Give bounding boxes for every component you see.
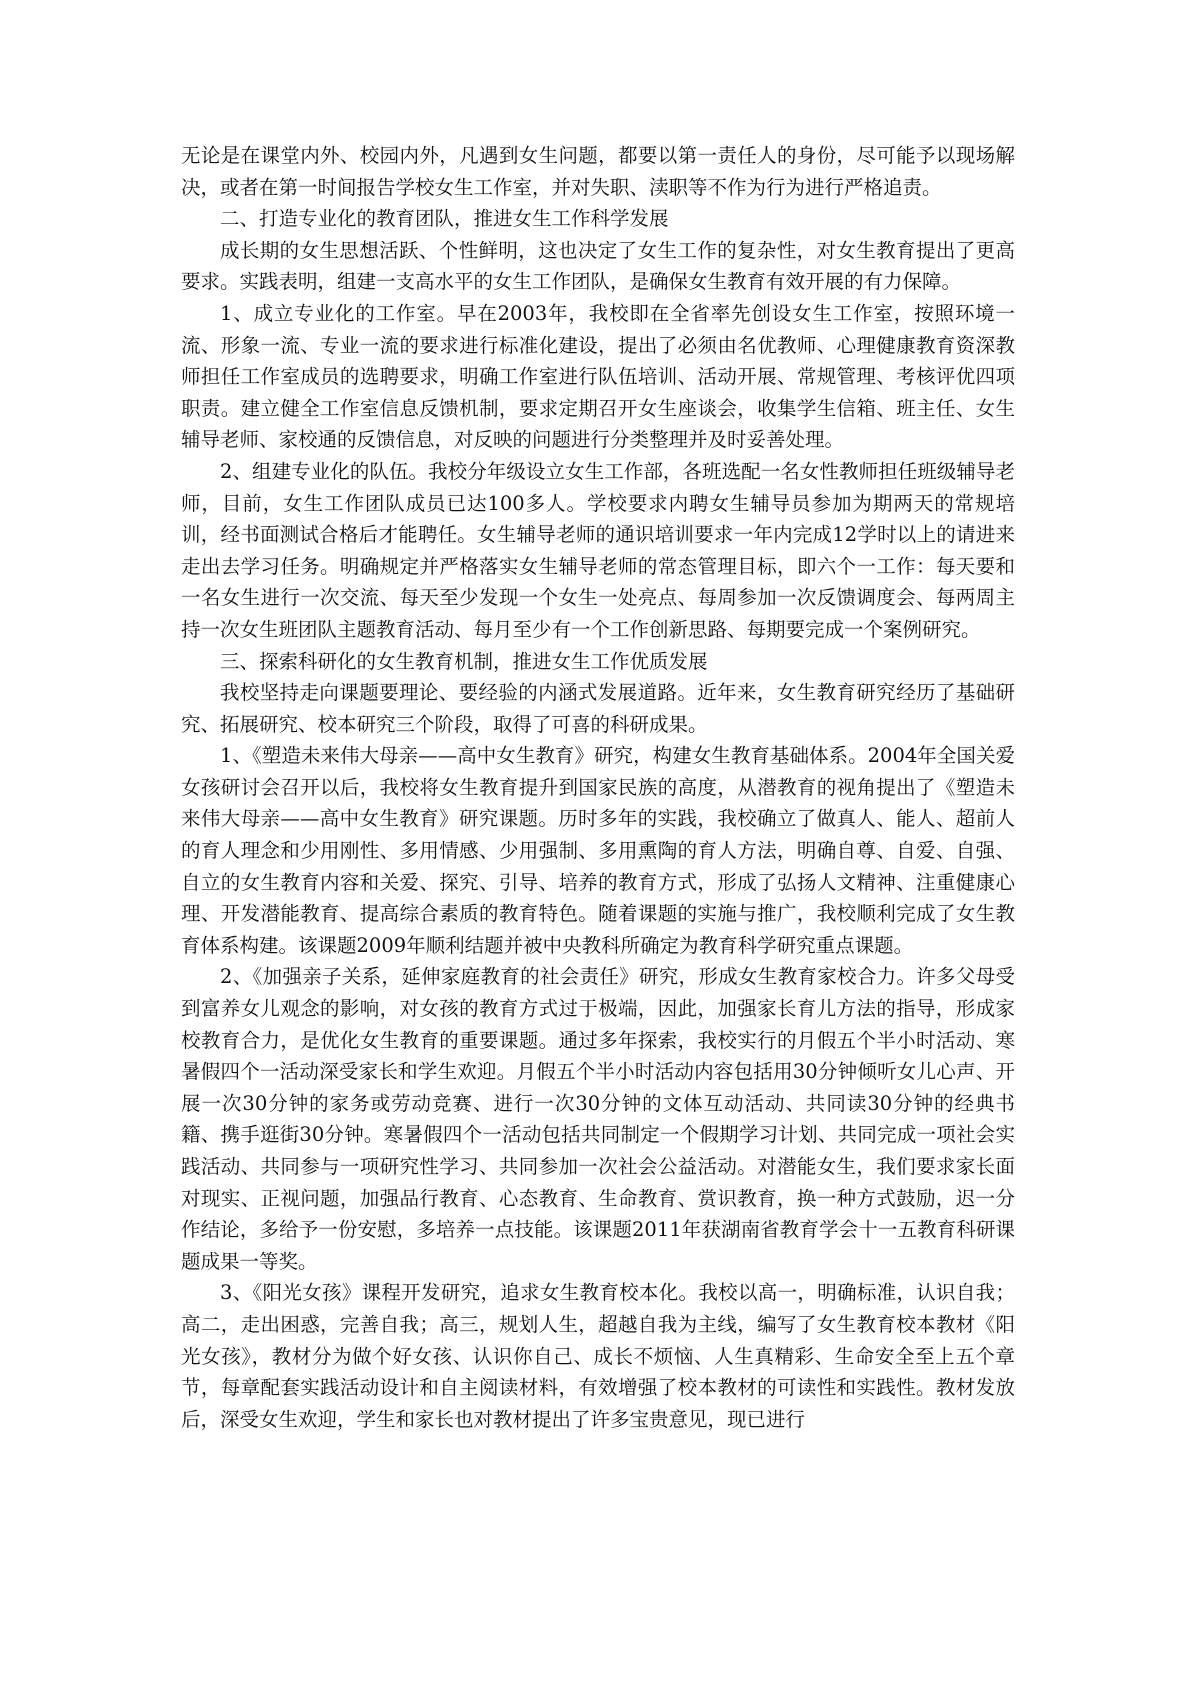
- section-heading-3: 三、探索科研化的女生教育机制，推进女生工作优质发展: [220, 649, 708, 673]
- paragraph: 2、《加强亲子关系，延伸家庭教育的社会责任》研究，形成女生教育家校合力。许多父母受到富养女儿观念的影响，对女孩的教育方式过于极端，因此，加强家长育儿方法的指导，形成家校教育合力，是优化女生教育的重要课题。通过多年探索，我校实行的月假五个半小时活动、寒暑假四个一活动深受家长和学生欢迎。月假五个半小时活动内容包括用30分钟倾听女儿心声、开展一次30分钟的家务或劳动竞赛、进行一次30分钟的文体互动活动、共同读30分钟的经典书籍、携手逛街30分钟。寒暑假四个一活动包括共同制定一个假期学习计划、共同完成一项社会实践活动、共同参与一项研究性学习、共同参加一次社会公益活动。对潜能女生，我们要求家长面对现实、正视问题，加强品行教育、心态教育、生命教育、赏识教育，换一种方式鼓励，迟一分作结论，多给予一份安慰，多培养一点技能。该课题2011年获湖南省教育学会十一五教育科研课题成果一等奖。: [181, 965, 1015, 1273]
- paragraph: 成长期的女生思想活跃、个性鲜明，这也决定了女生工作的复杂性，对女生教育提出了更高要求。实践表明，组建一支高水平的女生工作团队，是确保女生教育有效开展的有力保障。: [181, 238, 1015, 294]
- paragraph: 我校坚持走向课题要理论、要经验的内涵式发展道路。近年来，女生教育研究经历了基础研究、拓展研究、校本研究三个阶段，取得了可喜的科研成果。: [181, 681, 1015, 736]
- paragraph-continued: 无论是在课堂内外、校园内外，凡遇到女生问题，都要以第一责任人的身份，尽可能予以现场解决，或者在第一时间报告学校女生工作室，并对失职、渎职等不作为行为进行严格追责。: [181, 144, 1015, 199]
- paragraph: 3、《阳光女孩》课程开发研究，追求女生教育校本化。我校以高一，明确标准，认识自我；高二，走出困惑，完善自我；高三，规划人生，超越自我为主线，编写了女生教育校本教材《阳光女孩》，教材分为做个好女孩、认识你自己、成长不烦恼、人生真精彩、生命安全至上五个章节，每章配套实践活动设计和自主阅读材料，有效增强了校本教材的可读性和实践性。教材发放后，深受女生欢迎，学生和家长也对教材提出了许多宝贵意见，现已进行: [181, 1281, 1015, 1431]
- paragraph: 2、组建专业化的队伍。我校分年级设立女生工作部，各班选配一名女性教师担任班级辅导老师，目前，女生工作团队成员已达100多人。学校要求内聘女生辅导员参加为期两天的常规培训，经书面测试合格后才能聘任。女生辅导老师的通识培训要求一年内完成12学时以上的请进来走出去学习任务。明确规定并严格落实女生辅导老师的常态管理目标，即六个一工作：每天要和一名女生进行一次交流、每天至少发现一个女生一处亮点、每周参加一次反馈调度会、每两周主持一次女生班团队主题教育活动、每月至少有一个工作创新思路、每期要完成一个案例研究。: [181, 459, 1015, 641]
- paragraph: 1、《塑造未来伟大母亲——高中女生教育》研究，构建女生教育基础体系。2004年全国关爱女孩研讨会召开以后，我校将女生教育提升到国家民族的高度，从潜教育的视角提出了《塑造未来伟大母亲——高中女生教育》研究课题。历时多年的实践，我校确立了做真人、能人、超前人的育人理念和少用刚性、多用情感、少用强制、多用熏陶的育人方法，明确自尊、自爱、自强、自立的女生教育内容和关爱、探究、引导、培养的教育方式，形成了弘扬人文精神、注重健康心理、开发潜能教育、提高综合素质的教育特色。随着课题的实施与推广，我校顺利完成了女生教育体系构建。该课题2009年顺利结题并被中央教科所确定为教育科学研究重点课题。: [181, 744, 1015, 957]
- document-body: [181, 140, 1015, 1435]
- paragraph: 1、成立专业化的工作室。早在2003年，我校即在全省率先创设女生工作室，按照环境一流、形象一流、专业一流的要求进行标准化建设，提出了必须由名优教师、心理健康教育资深教师担任工作室成员的选聘要求，明确工作室进行队伍培训、活动开展、常规管理、考核评优四项职责。建立健全工作室信息反馈机制，要求定期召开女生座谈会，收集学生信箱、班主任、女生辅导老师、家校通的反馈信息，对反映的问题进行分类整理并及时妥善处理。: [181, 301, 1015, 452]
- section-heading-2: 二、打造专业化的教育团队，推进女生工作科学发展: [220, 207, 669, 231]
